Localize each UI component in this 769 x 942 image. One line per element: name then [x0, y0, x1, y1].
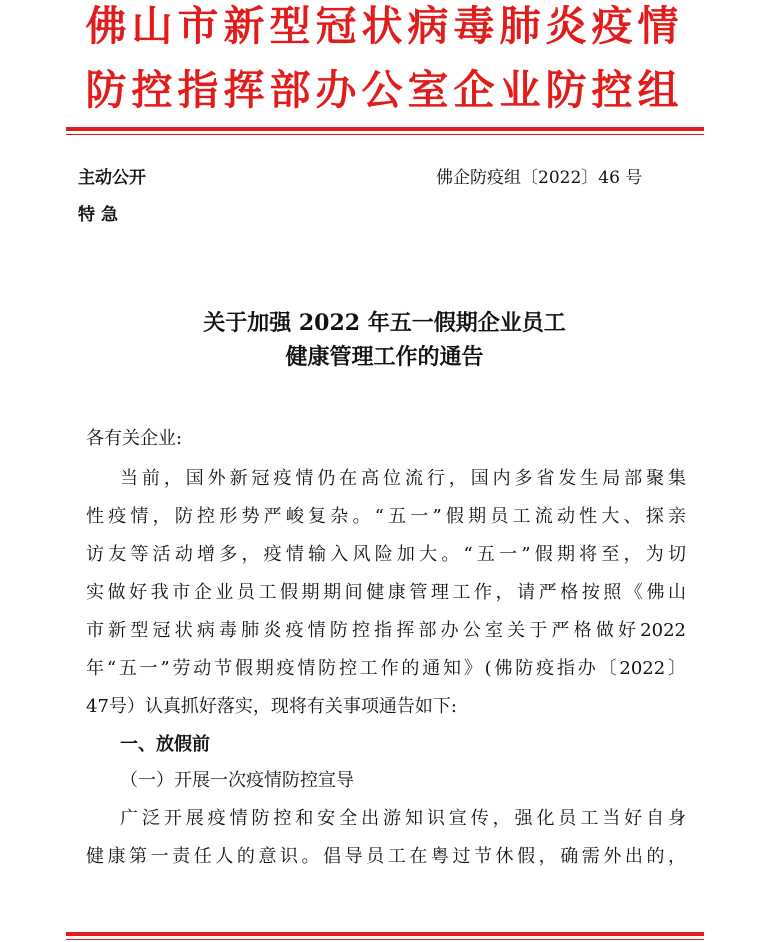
paragraph-line: 当前，国外新冠疫情仍在高位流行，国内多省发生局部聚集 [120, 468, 686, 489]
urgency-label: 特急 [78, 205, 124, 225]
paragraph-line: 健康第一责任人的意识。倡导员工在粤过节休假，确需外出的， [86, 846, 686, 867]
paragraph-line: 广泛开展疫情防控和安全出游知识宣传，强化员工当好自身 [120, 808, 686, 829]
paragraph-line: 市新型冠状病毒肺炎疫情防控指挥部办公室关于严格做好2022 [86, 620, 686, 641]
paragraph-line: 年“五一”劳动节假期疫情防控工作的通知》(佛防疫指办〔2022〕 [86, 658, 686, 679]
paragraph-line: 47号）认真抓好落实，现将有关事项通告如下: [86, 696, 457, 717]
paragraph-line: 访友等活动增多，疫情输入风险加大。“五一”假期将至，为切 [86, 544, 686, 565]
salutation: 各有关企业: [86, 428, 183, 449]
issuer-title-line-1: 佛山市新型冠状病毒肺炎疫情 [85, 2, 684, 50]
footer-divider-thin [66, 939, 704, 940]
footer-divider-thick [66, 932, 704, 936]
disclosure-label: 主动公开 [78, 168, 146, 188]
issuer-title-line-2: 防控指挥部办公室企业防控组 [85, 66, 684, 114]
header-divider-thick [66, 127, 704, 131]
header-divider-thin [66, 134, 704, 135]
document-title-line-2: 健康管理工作的通告 [285, 344, 484, 370]
paragraph-line: 性疫情，防控形势严峻复杂。“五一”假期员工流动性大、探亲 [86, 506, 686, 527]
subsection-heading: （一）开展一次疫情防控宣导 [120, 770, 354, 791]
paragraph-line: 实做好我市企业员工假期期间健康管理工作，请严格按照《佛山 [86, 582, 686, 603]
document-number: 佛企防疫组〔2022〕46 号 [436, 168, 643, 188]
document-title-line-1: 关于加强 2022 年五一假期企业员工 [203, 310, 566, 336]
section-heading: 一、放假前 [120, 734, 210, 755]
